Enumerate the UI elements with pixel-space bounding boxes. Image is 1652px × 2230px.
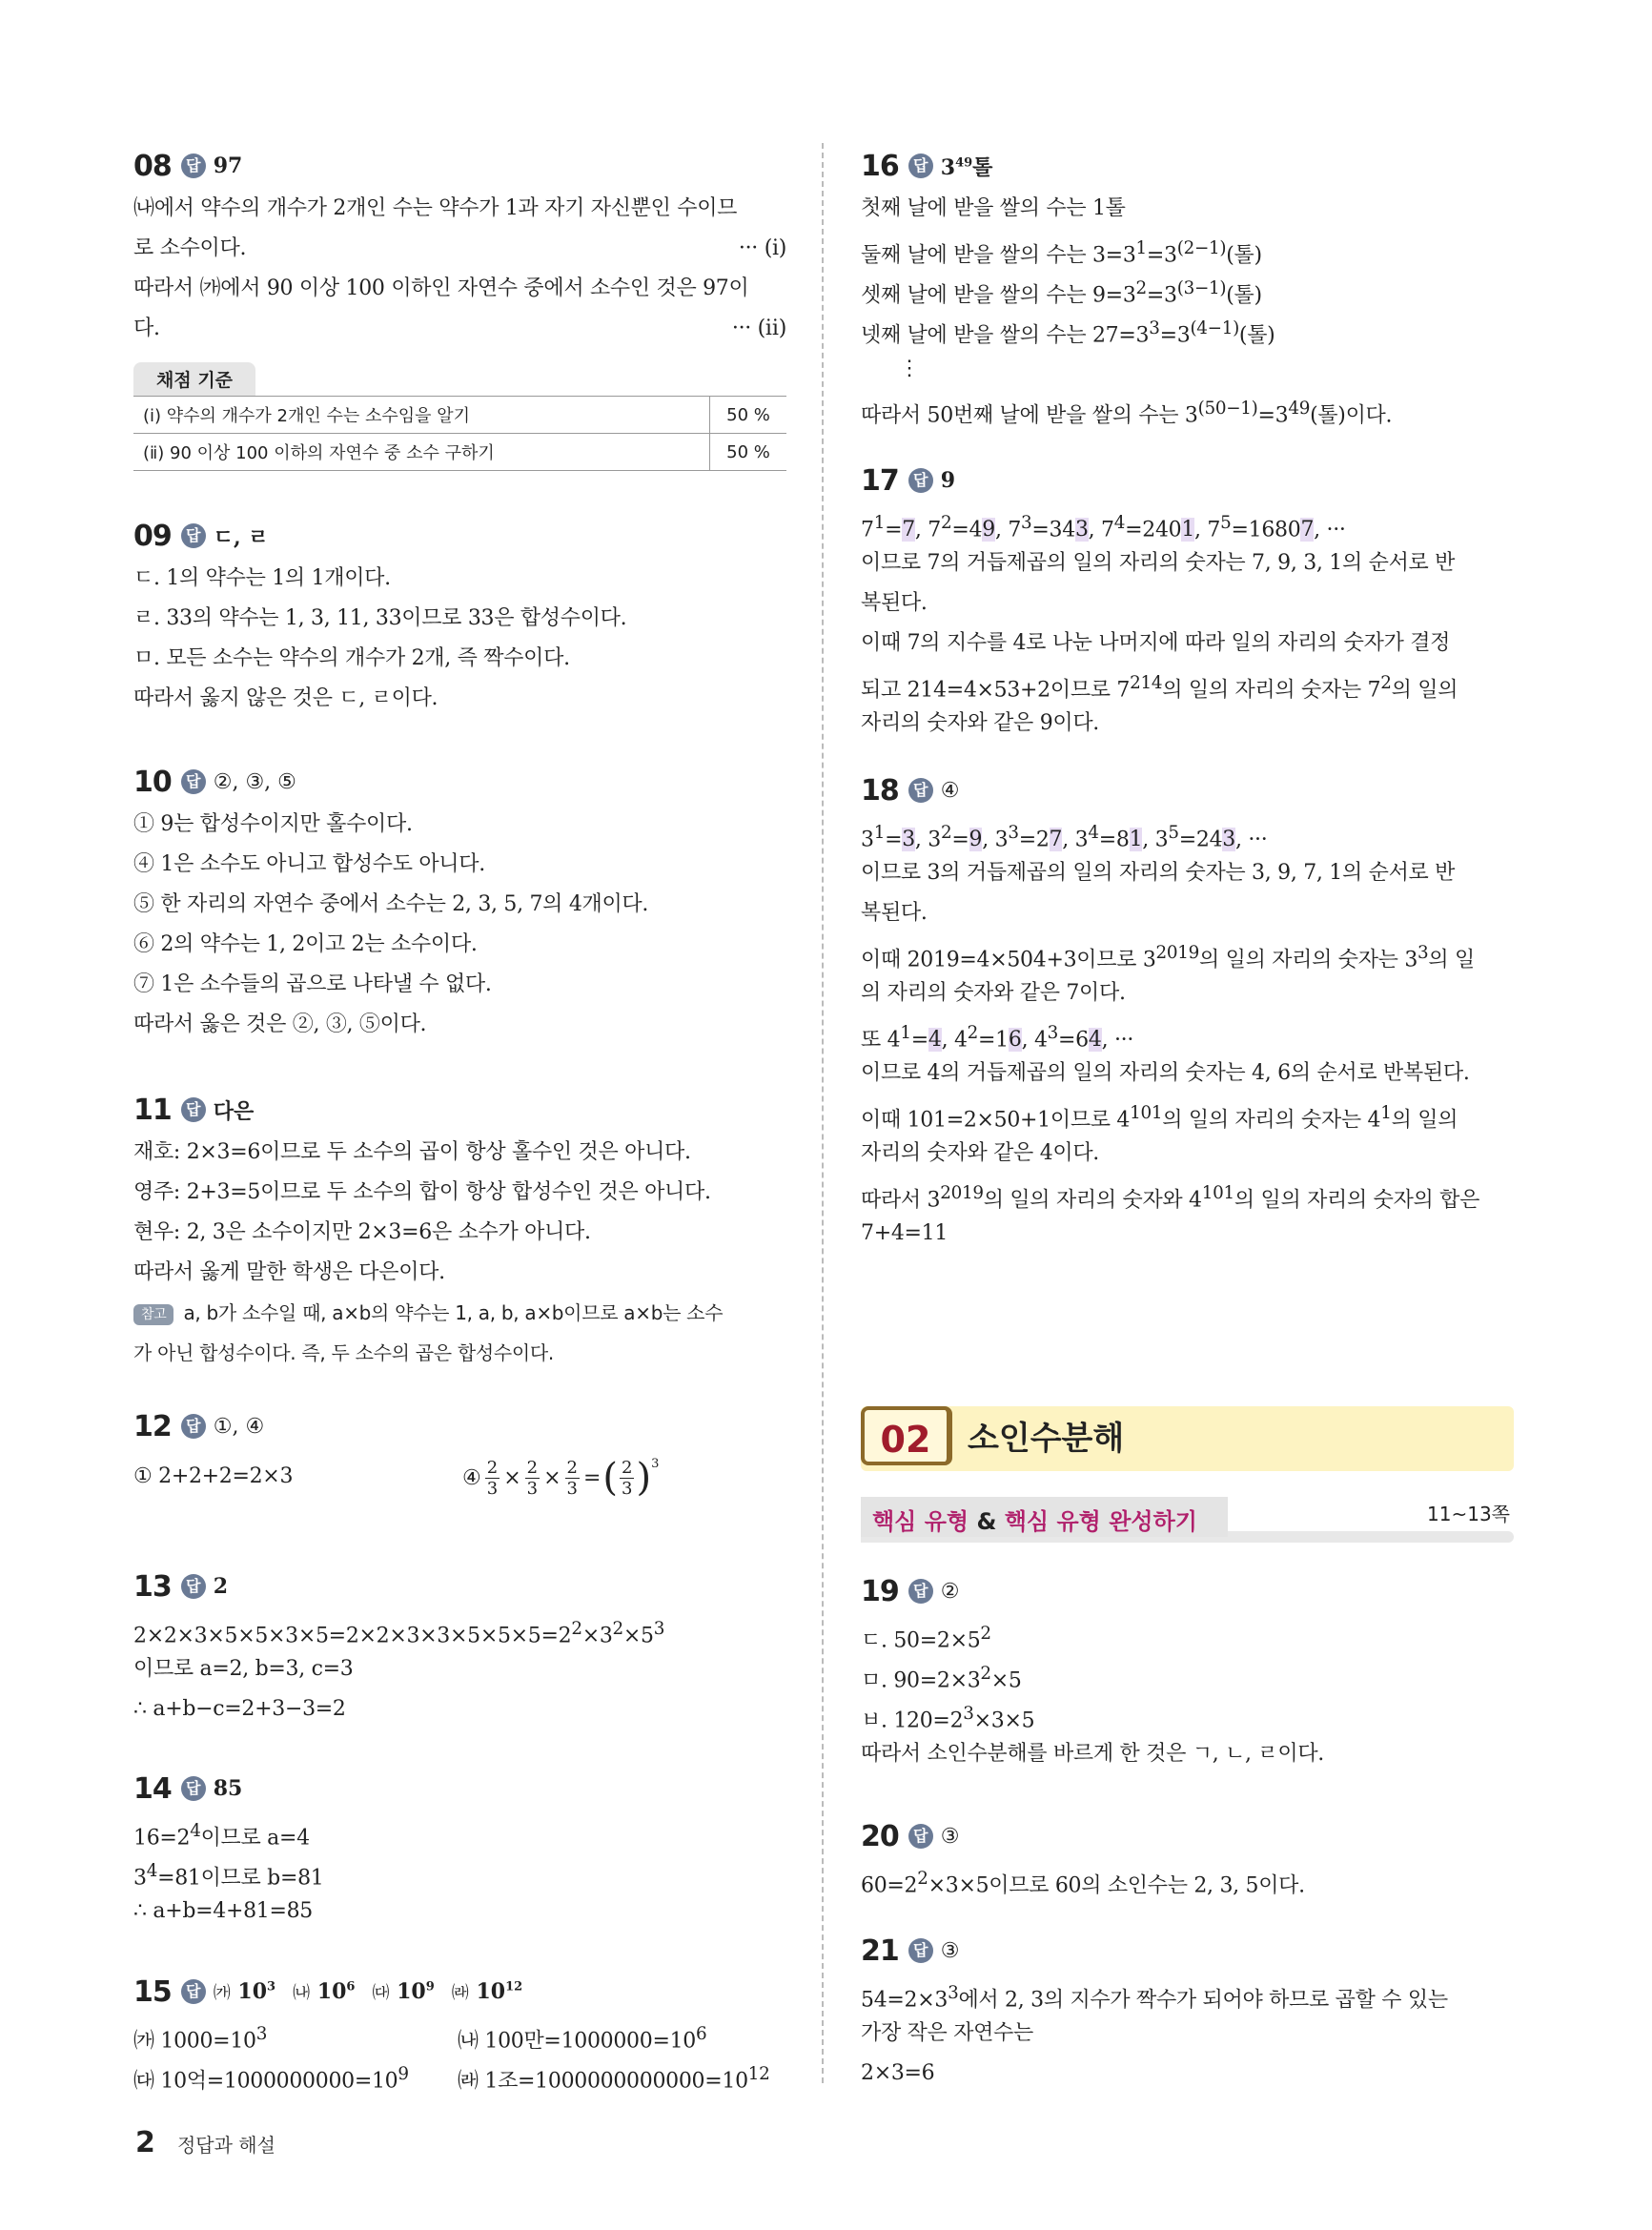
exponent: 6 bbox=[346, 1979, 356, 1995]
label: ㈎ bbox=[213, 1983, 231, 2003]
answer: 다은 bbox=[213, 1098, 255, 1124]
problem-13 bbox=[133, 1564, 786, 1729]
problem-number: 15 bbox=[133, 1974, 172, 2009]
section-header bbox=[861, 1406, 1514, 1471]
text: =3 bbox=[1146, 283, 1177, 308]
answer: ③ bbox=[940, 1938, 960, 1963]
text: ㈑ 1조=1000000000000=10 bbox=[458, 2069, 748, 2094]
answer: ㄷ, ㄹ bbox=[213, 524, 269, 550]
answer-badge: 답 bbox=[181, 523, 206, 548]
text: ㈎ 1000=10 bbox=[133, 2029, 256, 2054]
text: 핵심 유형 bbox=[872, 1508, 969, 1535]
text: 핵심 유형 완성하기 bbox=[1004, 1508, 1197, 1535]
problem-number: 13 bbox=[133, 1569, 172, 1604]
exponent: 3 bbox=[948, 1983, 959, 2003]
text-line: 따라서 옳지 않은 것은 ㄷ, ㄹ이다. bbox=[133, 686, 438, 710]
power-sequence: $7^1=7$, $7^2=49$, $7^3=343$, $7^4=2401$, $7^5=16807$, ··· bbox=[861, 513, 1346, 542]
answer: 97 bbox=[213, 153, 243, 178]
exponent: 3 bbox=[963, 1704, 974, 1724]
text: 54=2×3 bbox=[861, 1988, 948, 2013]
answer: ④ bbox=[940, 778, 960, 803]
text-line: 7+4=11 bbox=[861, 1221, 948, 1245]
power-sequence: 또 $4^1=4$, $4^2=16$, $4^3=64$, ··· bbox=[861, 1023, 1134, 1053]
problem-header bbox=[133, 1564, 786, 1609]
problem-11 bbox=[133, 1087, 786, 1373]
equals-sign: = bbox=[582, 1465, 602, 1490]
text: 따라서 3 bbox=[861, 1188, 941, 1213]
exponent: 9 bbox=[398, 2064, 409, 2084]
answer-badge: 답 bbox=[181, 153, 206, 178]
answer-badge: 답 bbox=[908, 1579, 933, 1604]
power-sequence: $3^1=3$, $3^2=9$, $3^3=27$, $3^4=81$, $3^5=243$, ··· bbox=[861, 823, 1268, 852]
text-line bbox=[133, 2055, 786, 2095]
exponent: 2 bbox=[571, 1619, 582, 1639]
page-number: 2 bbox=[135, 2126, 155, 2159]
text-line bbox=[861, 1974, 1514, 2014]
fraction bbox=[620, 1458, 634, 1499]
problem-19 bbox=[861, 1568, 1514, 1774]
step-mark: ··· (ⅰ) bbox=[738, 236, 786, 260]
text-line: 복된다. bbox=[861, 591, 928, 615]
exponent: 6 bbox=[695, 2024, 707, 2044]
text-line: 이므로 4의 거듭제곱의 일의 자리의 숫자는 4, 6의 순서로 반복된다. bbox=[861, 1061, 1470, 1085]
text: 10 bbox=[237, 1979, 268, 2004]
answer: ② bbox=[940, 1579, 960, 1604]
footer-title: 정답과 해설 bbox=[176, 2134, 275, 2157]
answer-badge: 답 bbox=[908, 468, 933, 493]
exponent: 2019 bbox=[1155, 943, 1199, 963]
exponent: 2 bbox=[917, 1869, 928, 1889]
exponent: 3 bbox=[255, 2024, 268, 2044]
criteria-percent: 50 % bbox=[710, 397, 787, 434]
problem-20 bbox=[861, 1813, 1514, 1899]
text-line: 따라서 소인수분해를 바르게 한 것은 ㄱ, ㄴ, ㄹ이다. bbox=[861, 1742, 1324, 1766]
problem-15 bbox=[133, 1969, 786, 2095]
text: 의 일의 자리의 숫자와 4 bbox=[983, 1188, 1202, 1213]
text-line bbox=[133, 229, 786, 269]
text-line: 2×3=6 bbox=[861, 2061, 935, 2085]
text-line: 재호: 2×3=6이므로 두 소수의 곱이 항상 홀수인 것은 아니다. bbox=[133, 1140, 691, 1164]
problem-number: 20 bbox=[861, 1819, 899, 1853]
label: ㈐ bbox=[372, 1983, 390, 2003]
section-title: 소인수분해 bbox=[968, 1420, 1125, 1458]
problem-08 bbox=[133, 143, 786, 471]
text: 따라서 50번째 날에 받을 쌀의 수는 3 bbox=[861, 403, 1198, 428]
text: 셋째 날에 받을 쌀의 수는 9=3 bbox=[861, 283, 1136, 308]
text: 10 bbox=[397, 1979, 426, 2004]
problem-number: 12 bbox=[133, 1409, 172, 1443]
text: (톨) bbox=[1238, 323, 1275, 348]
text-line: 자리의 숫자와 같은 9이다. bbox=[861, 711, 1099, 735]
text-line bbox=[861, 229, 1514, 269]
answer: 85 bbox=[213, 1776, 243, 1801]
text: 의 일 bbox=[1428, 948, 1476, 972]
answer-badge: 답 bbox=[908, 1824, 933, 1849]
exponent: 3 bbox=[267, 1979, 276, 1995]
answer-badge: 답 bbox=[908, 778, 933, 803]
text: =81이므로 b=81 bbox=[157, 1866, 324, 1891]
problem-09 bbox=[133, 513, 786, 719]
exponent: (4−1) bbox=[1190, 318, 1239, 338]
text: 이때 101=2×50+1이므로 4 bbox=[861, 1108, 1131, 1133]
problem-header bbox=[133, 1403, 786, 1449]
problem-number: 18 bbox=[861, 773, 899, 808]
answer-badge: 답 bbox=[181, 1574, 206, 1599]
text: ㄷ. 50=2×5 bbox=[861, 1628, 981, 1653]
text: ㈏ 100만=1000000=10 bbox=[458, 2029, 696, 2054]
problem-18 bbox=[861, 767, 1514, 1254]
fraction bbox=[565, 1458, 580, 1499]
text-line bbox=[133, 309, 786, 349]
vertical-dots: ⋮ bbox=[899, 357, 920, 380]
text: 3 bbox=[133, 1866, 147, 1891]
text-line: ⑥ 2의 약수는 1, 2이고 2는 소수이다. bbox=[133, 932, 478, 956]
exponent: 3 bbox=[1149, 318, 1160, 338]
text: 2×2×3×5×5×3×5=2×2×3×3×5×5×5=2 bbox=[133, 1624, 572, 1648]
subsection-header bbox=[861, 1497, 1514, 1539]
text: 톨 bbox=[972, 154, 993, 180]
text: 16=2 bbox=[133, 1826, 191, 1851]
answer bbox=[941, 152, 993, 181]
problem-number: 09 bbox=[133, 519, 172, 553]
answer: 9 bbox=[940, 468, 956, 493]
exponent: 2 bbox=[612, 1619, 623, 1639]
text: =3 bbox=[1257, 403, 1289, 428]
text: 의 일의 bbox=[1391, 1108, 1458, 1133]
denominator: 3 bbox=[526, 1478, 539, 1499]
exponent: 1 bbox=[1380, 1103, 1392, 1123]
text-line: ⑦ 1은 소수들의 곱으로 나타낼 수 없다. bbox=[133, 972, 492, 996]
column-divider bbox=[822, 143, 824, 2083]
text: 의 일의 bbox=[1391, 678, 1458, 703]
problem-header bbox=[861, 143, 1514, 189]
text-line bbox=[861, 269, 1514, 309]
problem-16 bbox=[861, 143, 1514, 429]
text: 이때 2019=4×504+3이므로 3 bbox=[861, 948, 1156, 972]
label: ㈑ bbox=[451, 1983, 469, 2003]
exponent: 101 bbox=[1130, 1103, 1163, 1123]
text-line bbox=[861, 1859, 1514, 1899]
exponent: (3−1) bbox=[1176, 278, 1227, 298]
equation-item-1: ① 2+2+2=2×3 bbox=[133, 1464, 294, 1488]
answer-badge: 답 bbox=[908, 1938, 933, 1963]
text-line: ㄹ. 33의 약수는 1, 3, 11, 33이므로 33은 합성수이다. bbox=[133, 606, 627, 630]
section-number: 02 bbox=[861, 1406, 952, 1465]
exponent: 3 bbox=[653, 1619, 665, 1639]
problem-21 bbox=[861, 1928, 1514, 2094]
equation-row bbox=[133, 1449, 786, 1506]
text-line bbox=[133, 1852, 786, 1892]
problem-number: 14 bbox=[133, 1771, 172, 1806]
text: 60=2 bbox=[861, 1873, 918, 1898]
exponent: 9 bbox=[425, 1979, 435, 1995]
paren-left: ( bbox=[602, 1456, 619, 1500]
exponent: 2 bbox=[980, 1664, 991, 1684]
answer-badge: 답 bbox=[181, 1979, 206, 2004]
text-line bbox=[861, 1094, 1514, 1134]
answer-part bbox=[372, 1979, 434, 2004]
note-text: a, b가 소수일 때, a×b의 약수는 1, a, b, a×b이므로 a×b는 소수 bbox=[183, 1301, 724, 1324]
equation-item-4 bbox=[462, 1449, 659, 1506]
text-line: 따라서 옳게 말한 학생은 다은이다. bbox=[133, 1260, 445, 1284]
answer-badge: 답 bbox=[908, 153, 933, 178]
problem-header bbox=[861, 1928, 1514, 1974]
page-range: 11~13쪽 bbox=[1427, 1503, 1510, 1525]
fraction bbox=[525, 1458, 540, 1499]
fraction bbox=[485, 1458, 500, 1499]
problem-header bbox=[861, 767, 1514, 813]
text-line bbox=[861, 933, 1514, 973]
answer: ③ bbox=[940, 1824, 960, 1849]
text: ×3×5이므로 60의 소인수는 2, 3, 5이다. bbox=[928, 1873, 1305, 1898]
exponent: 49 bbox=[1288, 399, 1311, 419]
times-sign: × bbox=[543, 1465, 561, 1490]
text-line bbox=[861, 309, 1514, 349]
text-line: ∴ a+b=4+81=85 bbox=[133, 1899, 314, 1923]
text-line: ④ 1은 소수도 아니고 합성수도 아니다. bbox=[133, 852, 485, 876]
exponent: (2−1) bbox=[1176, 238, 1227, 258]
text: 다. bbox=[133, 317, 160, 340]
text-line bbox=[861, 1654, 1514, 1694]
text: ×3×5 bbox=[973, 1708, 1035, 1733]
ampersand: & bbox=[976, 1508, 997, 1535]
problem-header bbox=[861, 1568, 1514, 1614]
table-row bbox=[133, 397, 786, 434]
text: 10 bbox=[476, 1979, 506, 2004]
text-line: 현우: 2, 3은 소수이지만 2×3=6은 소수가 아니다. bbox=[133, 1220, 591, 1244]
numerator: 2 bbox=[622, 1457, 633, 1478]
text: 로 소수이다. bbox=[133, 236, 247, 260]
problem-header bbox=[133, 1969, 786, 2015]
answer-part bbox=[214, 1979, 275, 2004]
exponent: 2 bbox=[1135, 278, 1147, 298]
text-line bbox=[133, 2015, 786, 2055]
text: (톨) bbox=[1226, 283, 1262, 308]
problem-number: 10 bbox=[133, 765, 172, 799]
exponent: 2 bbox=[1380, 673, 1392, 693]
exponent: 214 bbox=[1130, 673, 1163, 693]
problem-12 bbox=[133, 1403, 786, 1506]
answer-part bbox=[293, 1979, 355, 2004]
problem-number: 11 bbox=[133, 1093, 172, 1127]
text-line bbox=[133, 1811, 786, 1852]
subsection-title bbox=[872, 1503, 1197, 1536]
problem-number: 08 bbox=[133, 149, 172, 183]
text: 되고 214=4×53+2이므로 7 bbox=[861, 678, 1131, 703]
text: (톨)이다. bbox=[1310, 403, 1393, 428]
exponent: 2019 bbox=[940, 1183, 984, 1203]
text-line: 따라서 ㈎에서 90 이상 100 이하인 자연수 중에서 소수인 것은 97이 bbox=[133, 276, 749, 300]
text: 의 일의 자리의 숫자는 4 bbox=[1162, 1108, 1381, 1133]
text-line bbox=[861, 664, 1514, 704]
text-line: 의 자리의 숫자와 같은 7이다. bbox=[861, 981, 1126, 1005]
exponent: 1 bbox=[1135, 238, 1147, 258]
text-line bbox=[861, 1614, 1514, 1654]
exponent: 3 bbox=[1417, 943, 1429, 963]
problem-10 bbox=[133, 759, 786, 1045]
answer-badge: 답 bbox=[181, 769, 206, 794]
paren-right: ) bbox=[636, 1456, 652, 1500]
exponent: 4 bbox=[190, 1821, 201, 1841]
exponent: 12 bbox=[747, 2064, 770, 2084]
text-line: 이때 7의 지수를 4로 나눈 나머지에 따라 일의 자리의 숫자가 결정 bbox=[861, 631, 1451, 655]
problem-number: 16 bbox=[861, 149, 899, 183]
problem-header bbox=[133, 759, 786, 805]
text: ㅂ. 120=2 bbox=[861, 1708, 964, 1733]
answer: ②, ③, ⑤ bbox=[213, 769, 296, 794]
problem-header bbox=[861, 458, 1514, 503]
text-line: 복된다. bbox=[861, 901, 928, 925]
answer-part bbox=[452, 1979, 522, 2004]
denominator: 3 bbox=[566, 1478, 578, 1499]
criteria-table bbox=[133, 396, 786, 471]
text-line: 이므로 a=2, b=3, c=3 bbox=[133, 1657, 354, 1681]
criteria-percent: 50 % bbox=[710, 434, 787, 471]
problem-header bbox=[133, 1766, 786, 1811]
page-footer bbox=[135, 2126, 275, 2159]
text-line: 첫째 날에 받을 쌀의 수는 1톨 bbox=[861, 196, 1126, 220]
text-line: 영주: 2+3=5이므로 두 소수의 합이 항상 합성수인 것은 아니다. bbox=[133, 1180, 711, 1204]
problem-header bbox=[133, 513, 786, 559]
numerator: 2 bbox=[526, 1457, 539, 1478]
times-sign: × bbox=[503, 1465, 521, 1490]
text-line: ㈏에서 약수의 개수가 2개인 수는 약수가 1과 자기 자신뿐인 수이므 bbox=[133, 196, 738, 220]
problem-header bbox=[133, 1087, 786, 1133]
text: ㈐ 10억=1000000000=10 bbox=[133, 2069, 398, 2094]
text: =3 bbox=[1159, 323, 1191, 348]
text-line bbox=[133, 1609, 786, 1649]
text: 넷째 날에 받을 쌀의 수는 27=3 bbox=[861, 323, 1150, 348]
exponent: 49 bbox=[955, 155, 973, 171]
text: =3 bbox=[1146, 243, 1177, 268]
problem-header bbox=[861, 1813, 1514, 1859]
text-line: 이므로 7의 거듭제곱의 일의 자리의 숫자는 7, 9, 3, 1의 순서로 반 bbox=[861, 551, 1456, 575]
text-line: ㄷ. 1의 약수는 1의 1개이다. bbox=[133, 566, 391, 590]
exponent: 4 bbox=[146, 1861, 158, 1881]
text: 의 일의 자리의 숫자의 합은 bbox=[1234, 1188, 1480, 1213]
answer-badge: 답 bbox=[181, 1097, 206, 1122]
text-line bbox=[861, 389, 1514, 429]
problem-number: 19 bbox=[861, 1574, 899, 1608]
text: 의 일의 자리의 숫자는 3 bbox=[1198, 948, 1418, 972]
problem-14 bbox=[133, 1766, 786, 1932]
text: (톨) bbox=[1226, 243, 1262, 268]
denominator: 3 bbox=[486, 1478, 499, 1499]
note-tag: 참고 bbox=[133, 1304, 173, 1325]
text: 3 bbox=[940, 154, 956, 180]
text-line: ⑤ 한 자리의 자연수 중에서 소수는 2, 3, 5, 7의 4개이다. bbox=[133, 892, 649, 916]
answer-badge: 답 bbox=[181, 1776, 206, 1801]
exponent: 3 bbox=[651, 1457, 660, 1471]
text-line: ㅁ. 모든 소수는 약수의 개수가 2개, 즉 짝수이다. bbox=[133, 646, 570, 670]
exponent: 101 bbox=[1201, 1183, 1234, 1203]
problem-number: 21 bbox=[861, 1933, 899, 1968]
criteria-title: 채점 기준 bbox=[133, 362, 255, 396]
text-right bbox=[458, 2055, 770, 2101]
text: 10 bbox=[316, 1979, 347, 2004]
text: 에서 2, 3의 지수가 짝수가 되어야 하므로 곱할 수 있는 bbox=[958, 1988, 1448, 2013]
text-line: ∴ a+b−c=2+3−3=2 bbox=[133, 1697, 346, 1721]
text-line: 따라서 옳은 것은 ②, ③, ⑤이다. bbox=[133, 1013, 427, 1036]
text-line: 가장 작은 자연수는 bbox=[861, 2021, 1034, 2045]
label: ㈏ bbox=[293, 1983, 311, 2003]
criteria-text: (ⅰ) 약수의 개수가 2개인 수는 소수임을 알기 bbox=[133, 397, 710, 434]
problem-number: 17 bbox=[861, 463, 899, 498]
step-mark: ··· (ⅱ) bbox=[731, 317, 786, 340]
exponent: 2 bbox=[980, 1624, 991, 1644]
text: ×5 bbox=[990, 1668, 1022, 1693]
text-line: 자리의 숫자와 같은 4이다. bbox=[861, 1141, 1099, 1165]
text-line: ① 9는 합성수이지만 홀수이다. bbox=[133, 812, 413, 836]
text: 의 일의 자리의 숫자는 7 bbox=[1162, 678, 1381, 703]
note-line: 가 아닌 합성수이다. 즉, 두 소수의 곱은 합성수이다. bbox=[133, 1341, 554, 1364]
numerator: 2 bbox=[486, 1457, 499, 1478]
criteria-box bbox=[133, 362, 786, 471]
item-label: ④ bbox=[462, 1465, 481, 1490]
exponent: (50−1) bbox=[1197, 399, 1258, 419]
answer: 2 bbox=[213, 1574, 229, 1599]
text-line: 이므로 3의 거듭제곱의 일의 자리의 숫자는 3, 9, 7, 1의 순서로 반 bbox=[861, 861, 1456, 885]
note-line bbox=[133, 1293, 786, 1333]
exponent: 12 bbox=[505, 1979, 523, 1995]
problem-header bbox=[133, 143, 786, 189]
text: 둘째 날에 받을 쌀의 수는 3=3 bbox=[861, 243, 1136, 268]
table-row bbox=[133, 434, 786, 471]
problem-17 bbox=[861, 458, 1514, 744]
denominator: 3 bbox=[622, 1478, 633, 1499]
answer: ①, ④ bbox=[213, 1414, 265, 1439]
text: ㅁ. 90=2×3 bbox=[861, 1668, 981, 1693]
numerator: 2 bbox=[566, 1457, 578, 1478]
text: 이므로 a=4 bbox=[200, 1826, 310, 1851]
text-line bbox=[861, 1694, 1514, 1734]
text: ×3 bbox=[581, 1624, 613, 1648]
text: ×5 bbox=[622, 1624, 654, 1648]
answer-badge: 답 bbox=[181, 1414, 206, 1439]
text-line bbox=[861, 1174, 1514, 1214]
criteria-text: (ⅱ) 90 이상 100 이하의 자연수 중 소수 구하기 bbox=[133, 434, 710, 471]
